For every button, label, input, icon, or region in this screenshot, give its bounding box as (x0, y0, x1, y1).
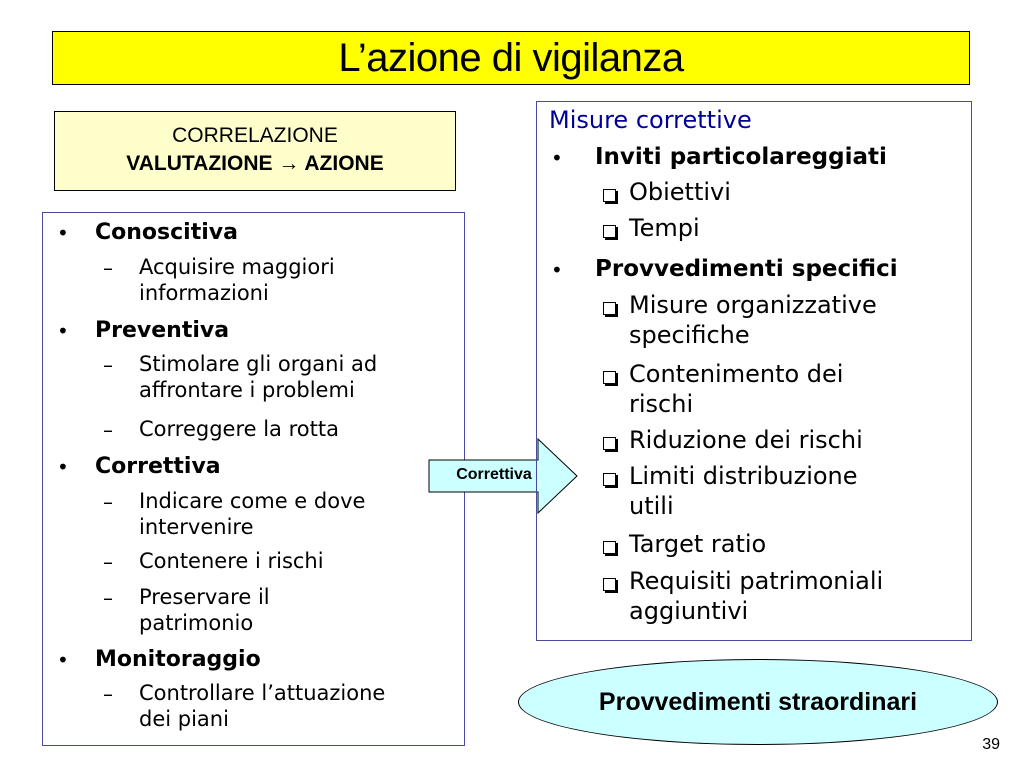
check-item: Contenimento dei (629, 360, 844, 388)
check-item: utili (629, 492, 674, 520)
list-item-monitoraggio: Monitoraggio (95, 647, 261, 672)
checkbox-icon (603, 541, 616, 554)
checkbox-icon (603, 225, 616, 238)
check-item: Requisiti patrimoniali (629, 567, 884, 595)
page-number: 39 (982, 736, 1000, 753)
slide-title: L’azione di vigilanza (338, 35, 684, 80)
misure-heading: Misure correttive (549, 106, 752, 134)
checkbox-icon (603, 302, 616, 315)
checkbox-icon (603, 371, 616, 384)
right-list-box (536, 101, 972, 641)
bullet-dot: • (57, 455, 69, 479)
check-item: rischi (629, 390, 694, 418)
bullet-dot: • (57, 319, 69, 343)
checkbox-icon (603, 473, 616, 486)
dash-icon: – (103, 256, 113, 280)
sub-item: informazioni (139, 281, 269, 305)
bullet-dot: • (551, 146, 563, 170)
sub-item: affrontare i problemi (139, 378, 355, 402)
dash-icon: – (103, 550, 113, 574)
sub-item: Stimolare gli organi ad (139, 352, 378, 376)
sub-item: Correggere la rotta (139, 417, 339, 441)
list-item-conoscitiva: Conoscitiva (95, 220, 238, 245)
checkbox-icon (603, 189, 616, 202)
sub-item: Contenere i rischi (139, 549, 324, 573)
list-item-correttiva: Correttiva (95, 454, 221, 479)
bullet-dot: • (551, 258, 563, 282)
check-item: Riduzione dei rischi (629, 426, 863, 454)
check-item: Target ratio (629, 530, 767, 558)
sub-item: patrimonio (139, 611, 254, 635)
dash-icon: – (103, 418, 113, 442)
bullet-dot: • (57, 648, 69, 672)
check-item: Limiti distribuzione (629, 462, 858, 490)
sub-item: Preservare il (139, 585, 270, 609)
list-item-preventiva: Preventiva (95, 318, 230, 343)
sub-item: Indicare come e dove (139, 489, 366, 513)
arrow-label: Correttiva (456, 466, 532, 483)
group-inviti: Inviti particolareggiati (595, 144, 887, 170)
sub-item: Controllare l’attuazione (139, 681, 386, 705)
check-item: aggiuntivi (629, 597, 749, 625)
provvedimenti-straordinari-ellipse (518, 659, 998, 745)
left-list-box (42, 212, 465, 746)
check-item: Obiettivi (629, 178, 731, 206)
dash-icon: – (103, 353, 113, 377)
group-provvedimenti: Provvedimenti specifici (595, 256, 898, 282)
bullet-dot: • (57, 221, 69, 245)
slide-title-box (52, 31, 970, 85)
checkbox-icon (603, 437, 616, 450)
dash-icon: – (103, 490, 113, 514)
ellipse-label: Provvedimenti straordinari (598, 687, 918, 716)
sub-item: dei piani (139, 707, 229, 731)
sub-item: intervenire (139, 515, 254, 539)
check-item: Misure organizzative (629, 291, 877, 319)
correlazione-line2: VALUTAZIONE → AZIONE (126, 152, 384, 175)
dash-icon: – (103, 682, 113, 706)
checkbox-icon (603, 578, 616, 591)
dash-icon: – (103, 586, 113, 610)
sub-item: Acquisire maggiori (139, 255, 335, 279)
check-item: Tempi (629, 214, 700, 242)
check-item: specifiche (629, 321, 750, 349)
correlazione-line1: CORRELAZIONE (172, 124, 338, 147)
correlazione-box (54, 111, 456, 191)
